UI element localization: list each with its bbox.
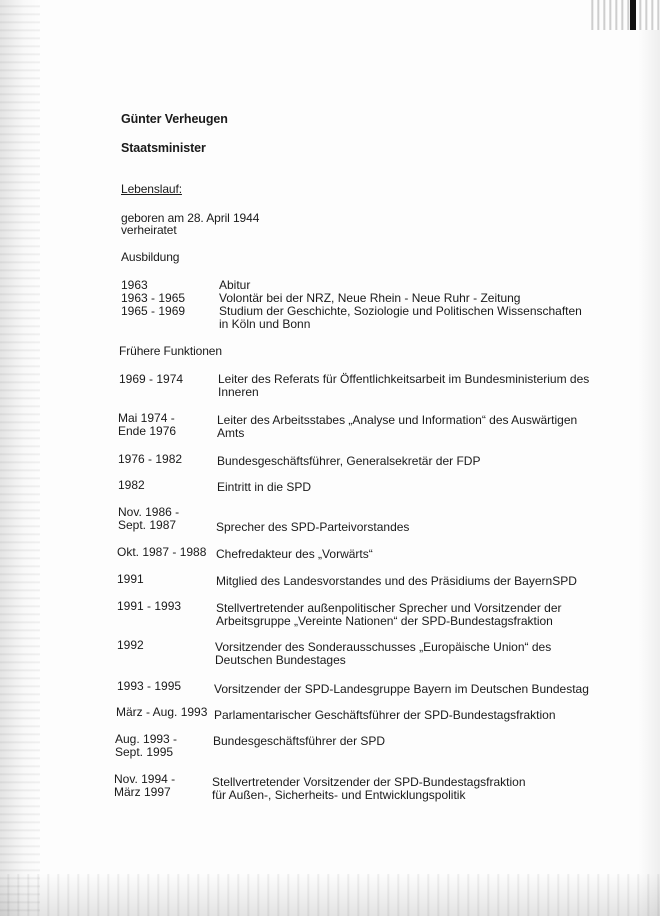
function-period: Nov. 1986 - Sept. 1987 — [118, 505, 180, 532]
function-period: 1991 — [117, 572, 144, 586]
function-period: März - Aug. 1993 — [116, 705, 208, 719]
education-period: 1965 - 1969 — [121, 304, 186, 318]
function-description: Vorsitzender des Sonderausschusses „Europäische Union“ des Deutschen Bundestages — [215, 640, 552, 667]
function-period: 1982 — [118, 478, 145, 492]
education-description: Abitur — [219, 278, 251, 292]
birth-date: geboren am 28. April 1944 — [121, 211, 260, 225]
function-description: Mitglied des Landesvorstandes und des Präsidiums der BayernSPD — [216, 574, 577, 588]
scan-shadow-right — [638, 30, 660, 916]
function-description: Bundesgeschäftsführer der SPD — [213, 734, 386, 748]
function-description: Leiter des Arbeitsstabes „Analyse und Information“ des Auswärtigen Amts — [217, 413, 578, 440]
function-period: Mai 1974 - Ende 1976 — [118, 411, 177, 438]
person-name: Günter Verheugen — [121, 112, 228, 126]
function-period: 1992 — [117, 638, 144, 652]
function-period: Nov. 1994 - März 1997 — [114, 772, 176, 799]
education-heading: Ausbildung — [121, 250, 180, 264]
function-period: 1976 - 1982 — [118, 452, 183, 466]
education-period: 1963 - 1965 — [121, 291, 186, 305]
function-description: Vorsitzender der SPD-Landesgruppe Bayern im Deutschen Bundestag — [214, 682, 589, 696]
function-period: 1969 - 1974 — [119, 372, 184, 386]
marital-status: verheiratet — [121, 223, 177, 237]
functions-heading: Frühere Funktionen — [119, 344, 222, 358]
function-period: 1993 - 1995 — [117, 679, 182, 693]
scan-noise-bottom — [0, 874, 660, 916]
education-description: Volontär bei der NRZ, Neue Rhein - Neue Ruhr - Zeitung — [219, 291, 521, 305]
scan-noise-left — [0, 0, 40, 916]
function-description: Stellvertretender außenpolitischer Sprecher und Vorsitzender der Arbeitsgruppe „Vereinte Nationen“ der SPD-Bundestagsfraktion — [216, 601, 562, 628]
function-description: Chefredakteur des „Vorwärts“ — [216, 547, 373, 561]
function-period: 1991 - 1993 — [117, 599, 182, 613]
function-description: Bundesgeschäftsführer, Generalsekretär der FDP — [217, 454, 481, 468]
scan-noise-top-right — [588, 0, 660, 30]
function-description: Eintritt in die SPD — [217, 480, 312, 494]
function-period: Aug. 1993 - Sept. 1995 — [115, 732, 178, 759]
function-description: Parlamentarischer Geschäftsführer der SPD-Bundestagsfraktion — [214, 708, 556, 722]
cv-heading: Lebenslauf: — [121, 182, 182, 196]
function-description: Sprecher des SPD-Parteivorstandes — [216, 520, 410, 534]
person-title: Staatsminister — [121, 141, 206, 155]
education-description: Studium der Geschichte, Soziologie und Politischen Wissenschaften in Köln und Bonn — [219, 304, 582, 331]
function-description: Leiter des Referats für Öffentlichkeitsarbeit im Bundesministerium des Inneren — [218, 372, 590, 399]
function-period: Okt. 1987 - 1988 — [117, 545, 207, 559]
education-period: 1963 — [121, 278, 148, 292]
function-description: Stellvertretender Vorsitzender der SPD-Bundestagsfraktion für Außen-, Sicherheits- und Entwicklungspolitik — [212, 775, 526, 802]
